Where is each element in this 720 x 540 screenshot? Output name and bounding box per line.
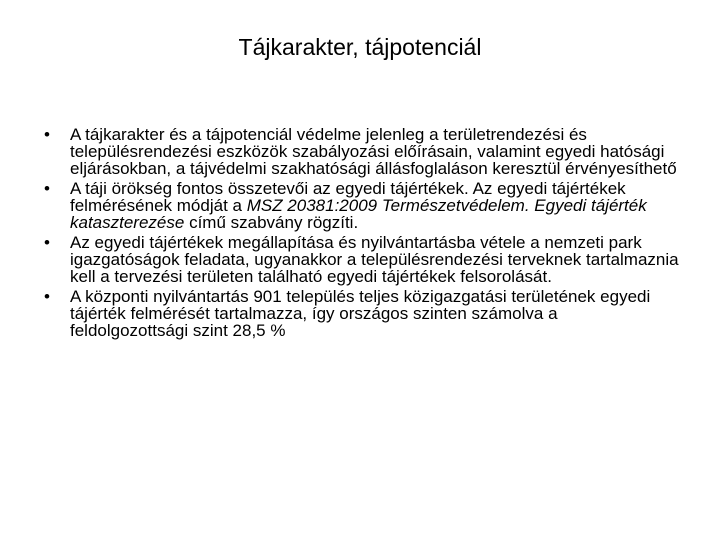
bullet-text-post: című szabvány rögzíti.: [184, 213, 359, 232]
bullet-icon: •: [44, 125, 50, 144]
bullet-text: Az egyedi tájértékek megállapítása és nyilvántartásba vétele a nemzeti park igazgatóságok feladata, ugyanakkor a településrendezési terveknek tartalmaznia kell a tervezési területen található egyedi tájértékek felsorolását.: [70, 233, 679, 286]
bullet-text: A tájkarakter és a tájpotenciál védelme jelenleg a területrendezési és településrendezési eszközök szabályozási előírásain, valamint egyedi hatósági eljárásokban, a tájvédelmi szakhatósági állásfoglaláson keresztül érvényesíthető: [70, 125, 677, 178]
bullet-item-1: [0, 126, 720, 177]
bullet-icon: •: [44, 287, 50, 306]
bullet-item-2: [0, 180, 720, 231]
bullet-text: A központi nyilvántartás 901 település teljes közigazgatási területének egyedi tájérték felmérését tartalmazza, így országos szinten számolva a feldolgozottsági szint 28,5 %: [70, 287, 651, 340]
slide-title: Tájkarakter, tájpotenciál: [238, 34, 482, 60]
bullet-item-4: [0, 288, 720, 339]
standard-reference: MSZ 20381:2009 Természetvédelem. Egyedi tájérték kataszterezése: [70, 196, 647, 232]
bullet-icon: •: [44, 233, 50, 252]
bullet-text-pre: A táji örökség fontos összetevői az egyedi tájértékek. Az egyedi tájértékek felmérésének módját a: [70, 179, 626, 215]
bullet-icon: •: [44, 179, 50, 198]
bullet-item-3: [0, 234, 720, 285]
bullet-list: [0, 126, 720, 342]
